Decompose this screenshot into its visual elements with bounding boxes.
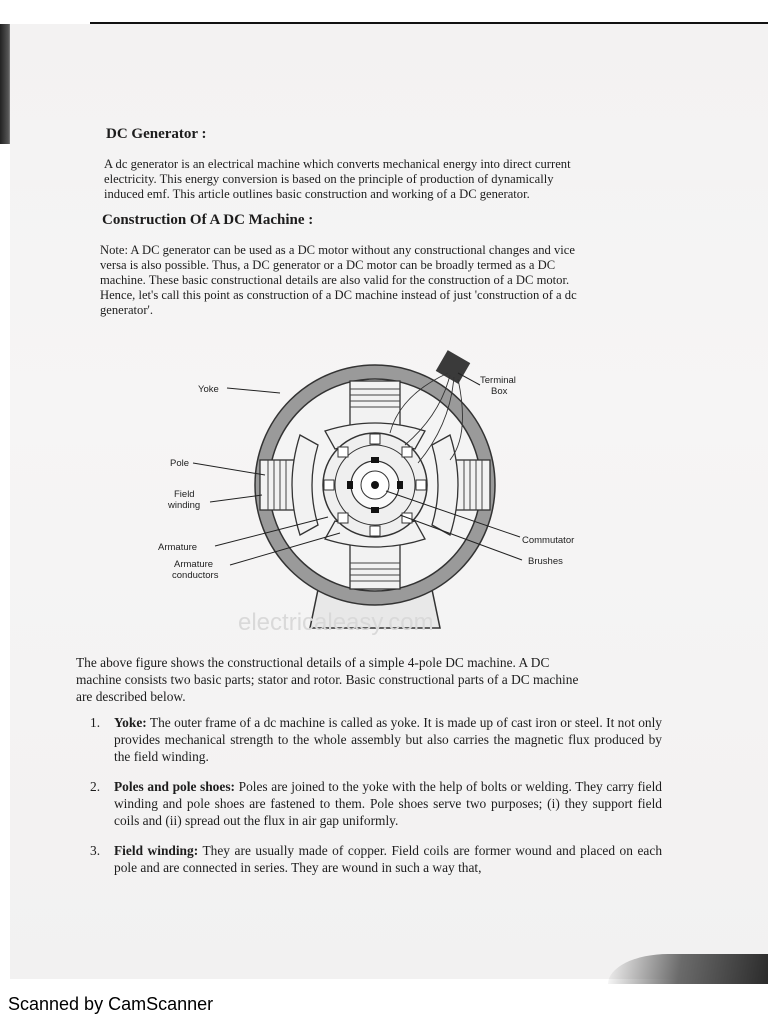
text-line: generator'. <box>100 303 153 317</box>
label-field-winding-2: winding <box>168 500 201 511</box>
label-armature-conductors-2: conductors <box>172 570 219 581</box>
item-number: 2. <box>90 779 101 794</box>
item-text: Poles are joined to the yoke with the help of bolts or welding. They carry field winding and pole shoes are fastened to them. Pole shoes serve two purposes; (i) they support field coils and (ii) spread out the flux in air gap uniformly. <box>114 779 662 828</box>
scanner-footer: Scanned by CamScanner <box>8 994 214 1014</box>
item-term: Yoke: <box>114 715 147 730</box>
label-pole: Pole <box>170 458 190 469</box>
watermark: electricaleasy.com <box>238 609 434 636</box>
label-terminal-box-2: Box <box>491 386 508 397</box>
text-line: are described below. <box>76 689 186 704</box>
list-item <box>90 842 662 876</box>
list-item <box>90 714 662 765</box>
construction-note-paragraph <box>100 243 672 318</box>
terminal-box <box>436 350 471 384</box>
section-title-dc-generator: DC Generator : <box>106 126 207 142</box>
text-line: Note: A DC generator can be used as a DC motor without any constructional changes and vice <box>100 243 575 257</box>
text-line: Hence, let's call this point as construction of a DC machine instead of just 'construction of a dc <box>100 288 577 302</box>
text-line: machine. These basic constructional details are also valid for the construction of a DC motor. <box>100 273 570 287</box>
label-brushes: Brushes <box>528 556 563 567</box>
dc-machine-diagram <box>150 345 600 645</box>
list-item <box>90 778 662 829</box>
text-line: electricity. This energy conversion is based on the principle of production of dynamically <box>104 172 554 186</box>
text-line: machine consists two basic parts; stator and rotor. Basic constructional parts of a DC machine <box>76 672 579 687</box>
scan-top-border <box>0 0 768 24</box>
item-term: Field winding: <box>114 843 199 858</box>
construction-parts-list <box>90 714 662 889</box>
shaft <box>371 481 379 489</box>
text-line: A dc generator is an electrical machine which converts mechanical energy into direct current <box>104 157 571 171</box>
text-line: induced emf. This article outlines basic construction and working of a DC generator. <box>104 187 530 201</box>
label-armature-conductors-1: Armature <box>174 559 214 570</box>
label-field-winding-1: Field <box>174 489 195 500</box>
label-yoke: Yoke <box>198 384 219 395</box>
text-line: versa is also possible. Thus, a DC generator or a DC motor can be broadly termed as a DC <box>100 258 556 272</box>
text-line: The above figure shows the constructional details of a simple 4-pole DC machine. A DC <box>76 655 550 670</box>
dc-generator-paragraph <box>104 157 674 202</box>
item-number: 1. <box>90 715 101 730</box>
item-text: They are usually made of copper. Field coils are former wound and placed on each pole and are connected in series. They are wound in such a way that, <box>114 843 663 875</box>
section-title-construction: Construction Of A DC Machine : <box>102 212 314 228</box>
label-armature: Armature <box>158 542 198 553</box>
item-term: Poles and pole shoes: <box>114 779 235 794</box>
item-number: 3. <box>90 843 101 858</box>
intro-paragraph <box>76 654 662 705</box>
label-terminal-box-1: Terminal <box>480 375 516 386</box>
label-commutator: Commutator <box>522 535 575 546</box>
item-text: The outer frame of a dc machine is called as yoke. It is made up of cast iron or steel. It not only provides mechanical strength to the whole assembly but also carries the magnetic flux produced by the field winding. <box>114 715 663 764</box>
